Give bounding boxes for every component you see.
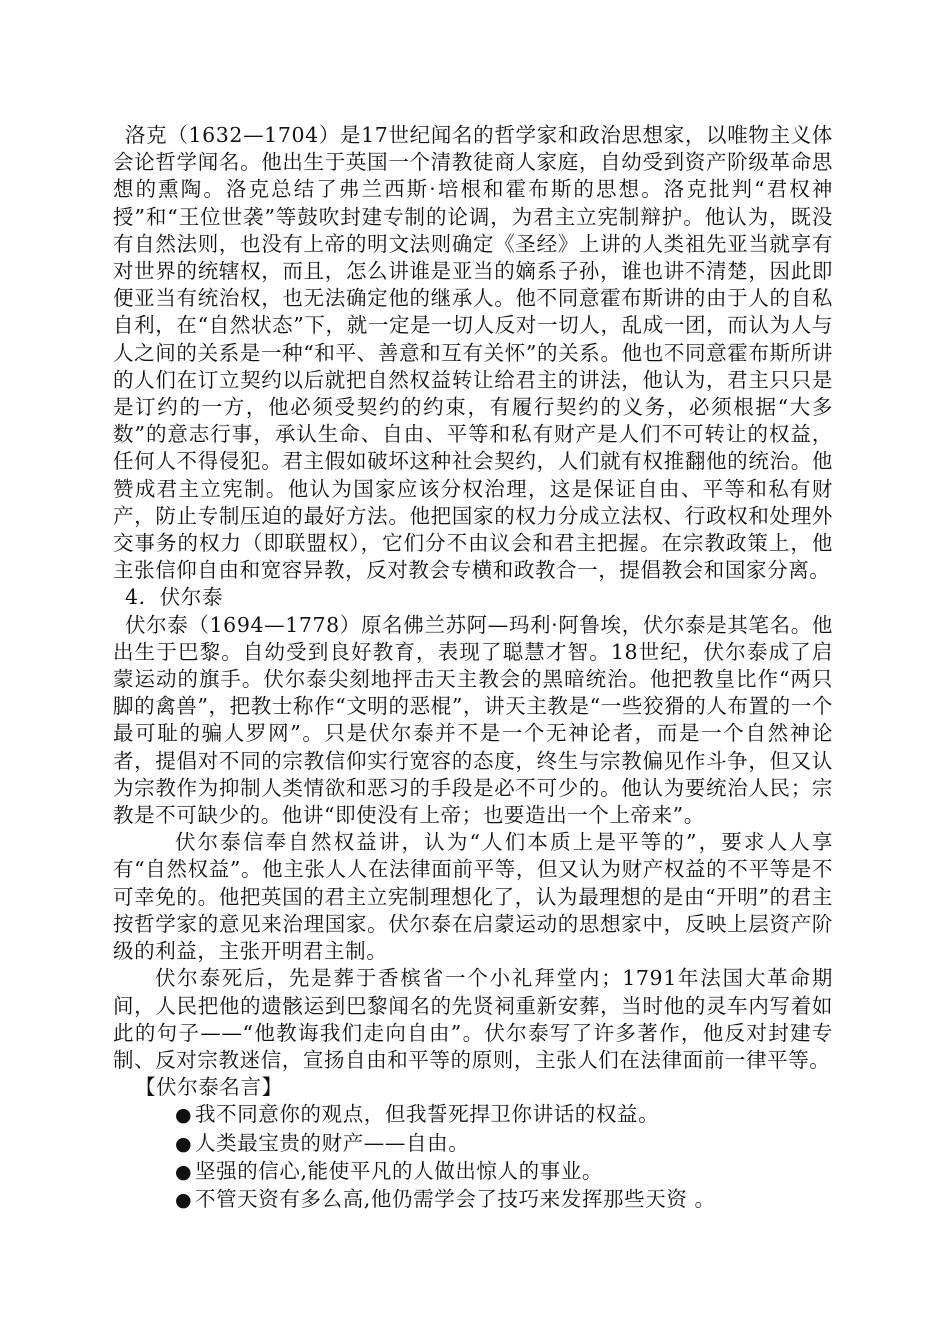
- bullet-icon: ●: [175, 1104, 193, 1127]
- bullet-icon: ●: [175, 1188, 193, 1211]
- document-page: [113, 122, 833, 1214]
- quote-item: [175, 1101, 833, 1129]
- quote-text: 我不同意你的观点，但我誓死捍卫你讲话的权益。: [195, 1102, 660, 1127]
- quote-item: [175, 1186, 833, 1214]
- bullet-icon: ●: [175, 1132, 193, 1155]
- quote-list: [113, 1101, 833, 1214]
- bullet-icon: ●: [175, 1160, 193, 1183]
- quote-text: 不管天资有多么高,他仍需学会了技巧来发挥那些天资 。: [195, 1186, 716, 1211]
- quote-item: [175, 1158, 833, 1186]
- voltaire-death-paragraph: 伏尔泰死后，先是葬于香槟省一个小礼拜堂内；1791年法国大革命期间，人民把他的遗骸运到巴黎闻名的先贤祠重新安葬，当时他的灵车内写着如此的句子——“他教诲我们走向自由”。伏尔泰写了许多著作，他反对封建专制、反对宗教迷信，宣扬自由和平等的原则，主张人们在法律面前一律平等。: [113, 966, 833, 1072]
- quote-item: [175, 1130, 833, 1158]
- voltaire-rights-paragraph: 伏尔泰信奉自然权益讲，认为“人们本质上是平等的”，要求人人享有“自然权益”。他主张人人在法律面前平等，但又认为财产权益的不平等是不可幸免的。他把英国的君主立宪制理想化了，认为最理想的是由“开明”的君主按哲学家的意见来治理国家。伏尔泰在启蒙运动的思想家中，反映上层资产阶级的利益，主张开明君主制。: [113, 830, 833, 964]
- section-heading-voltaire: 4．伏尔泰: [125, 585, 224, 610]
- quote-text: 坚强的信心,能使平凡的人做出惊人的事业。: [195, 1158, 604, 1183]
- quotes-heading: 【伏尔泰名言】: [135, 1075, 283, 1100]
- locke-paragraph: 洛克（1632—1704）是17世纪闻名的哲学家和政治思想家，以唯物主义体会论哲学闻名。他出生于英国一个清教徒商人家庭，自幼受到资产阶级革命思想的熏陶。洛克总结了弗兰西斯·培根和霍布斯的思想。洛克批判“君权神授”和“王位世袭”等鼓吹封建专制的论调，为君主立宪制辩护。他认为，既没有自然法则，也没有上帝的明文法则确定《圣经》上讲的人类祖先亚当就享有对世界的统辖权，而且，怎么讲谁是亚当的嫡系子孙，谁也讲不清楚，因此即便亚当有统治权，也无法确定他的继承人。他不同意霍布斯讲的由于人的自私自利，在“自然状态”下，就一定是一切人反对一切人，乱成一团，而认为人与人之间的关系是一种“和平、善意和互有关怀”的关系。他也不同意霍布斯所讲的人们在订立契约以后就把自然权益转让给君主的讲法，他认为，君主只只是是订约的一方，他必须受契约的约束，有履行契约的义务，必须根据“大多数”的意志行事，承认生命、自由、平等和私有财产是人们不可转让的权益，任何人不得侵犯。君主假如破坏这种社会契约，人们就有权推翻他的统治。他赞成君主立宪制。他认为国家应该分权治理，这是保证自由、平等和私有财产，防止专制压迫的最好方法。他把国家的权力分成立法权、行政权和处理外交事务的权力（即联盟权），它们分不由议会和君主把握。在宗教政策上，他主张信仰自由和宽容异教，反对教会专横和政教合一，提倡教会和国家分离。: [113, 123, 833, 583]
- quote-text: 人类最宝贵的财产——自由。: [195, 1130, 470, 1155]
- voltaire-intro-paragraph: 伏尔泰（1694—1778）原名佛兰苏阿—玛利·阿鲁埃，伏尔泰是其笔名。他出生于巴黎。自幼受到良好教育，表现了聪慧才智。18世纪，伏尔泰成了启蒙运动的旗手。伏尔泰尖刻地抨击天主教会的黑暗统治。他把教皇比作“两只脚的禽兽”，把教士称作“文明的恶棍”，讲天主教是“一些狡猾的人布置的一个最可耻的骗人罗网”。只是伏尔泰并不是一个无神论者，而是一个自然神论者，提倡对不同的宗教信仰实行宽容的态度，终生与宗教偏见作斗争，但又认为宗教作为抑制人类情欲和恶习的手段是必不可少的。他认为要统治人民；宗教是不可缺少的。他讲“即使没有上帝；也要造出一个上帝来”。: [113, 612, 833, 828]
